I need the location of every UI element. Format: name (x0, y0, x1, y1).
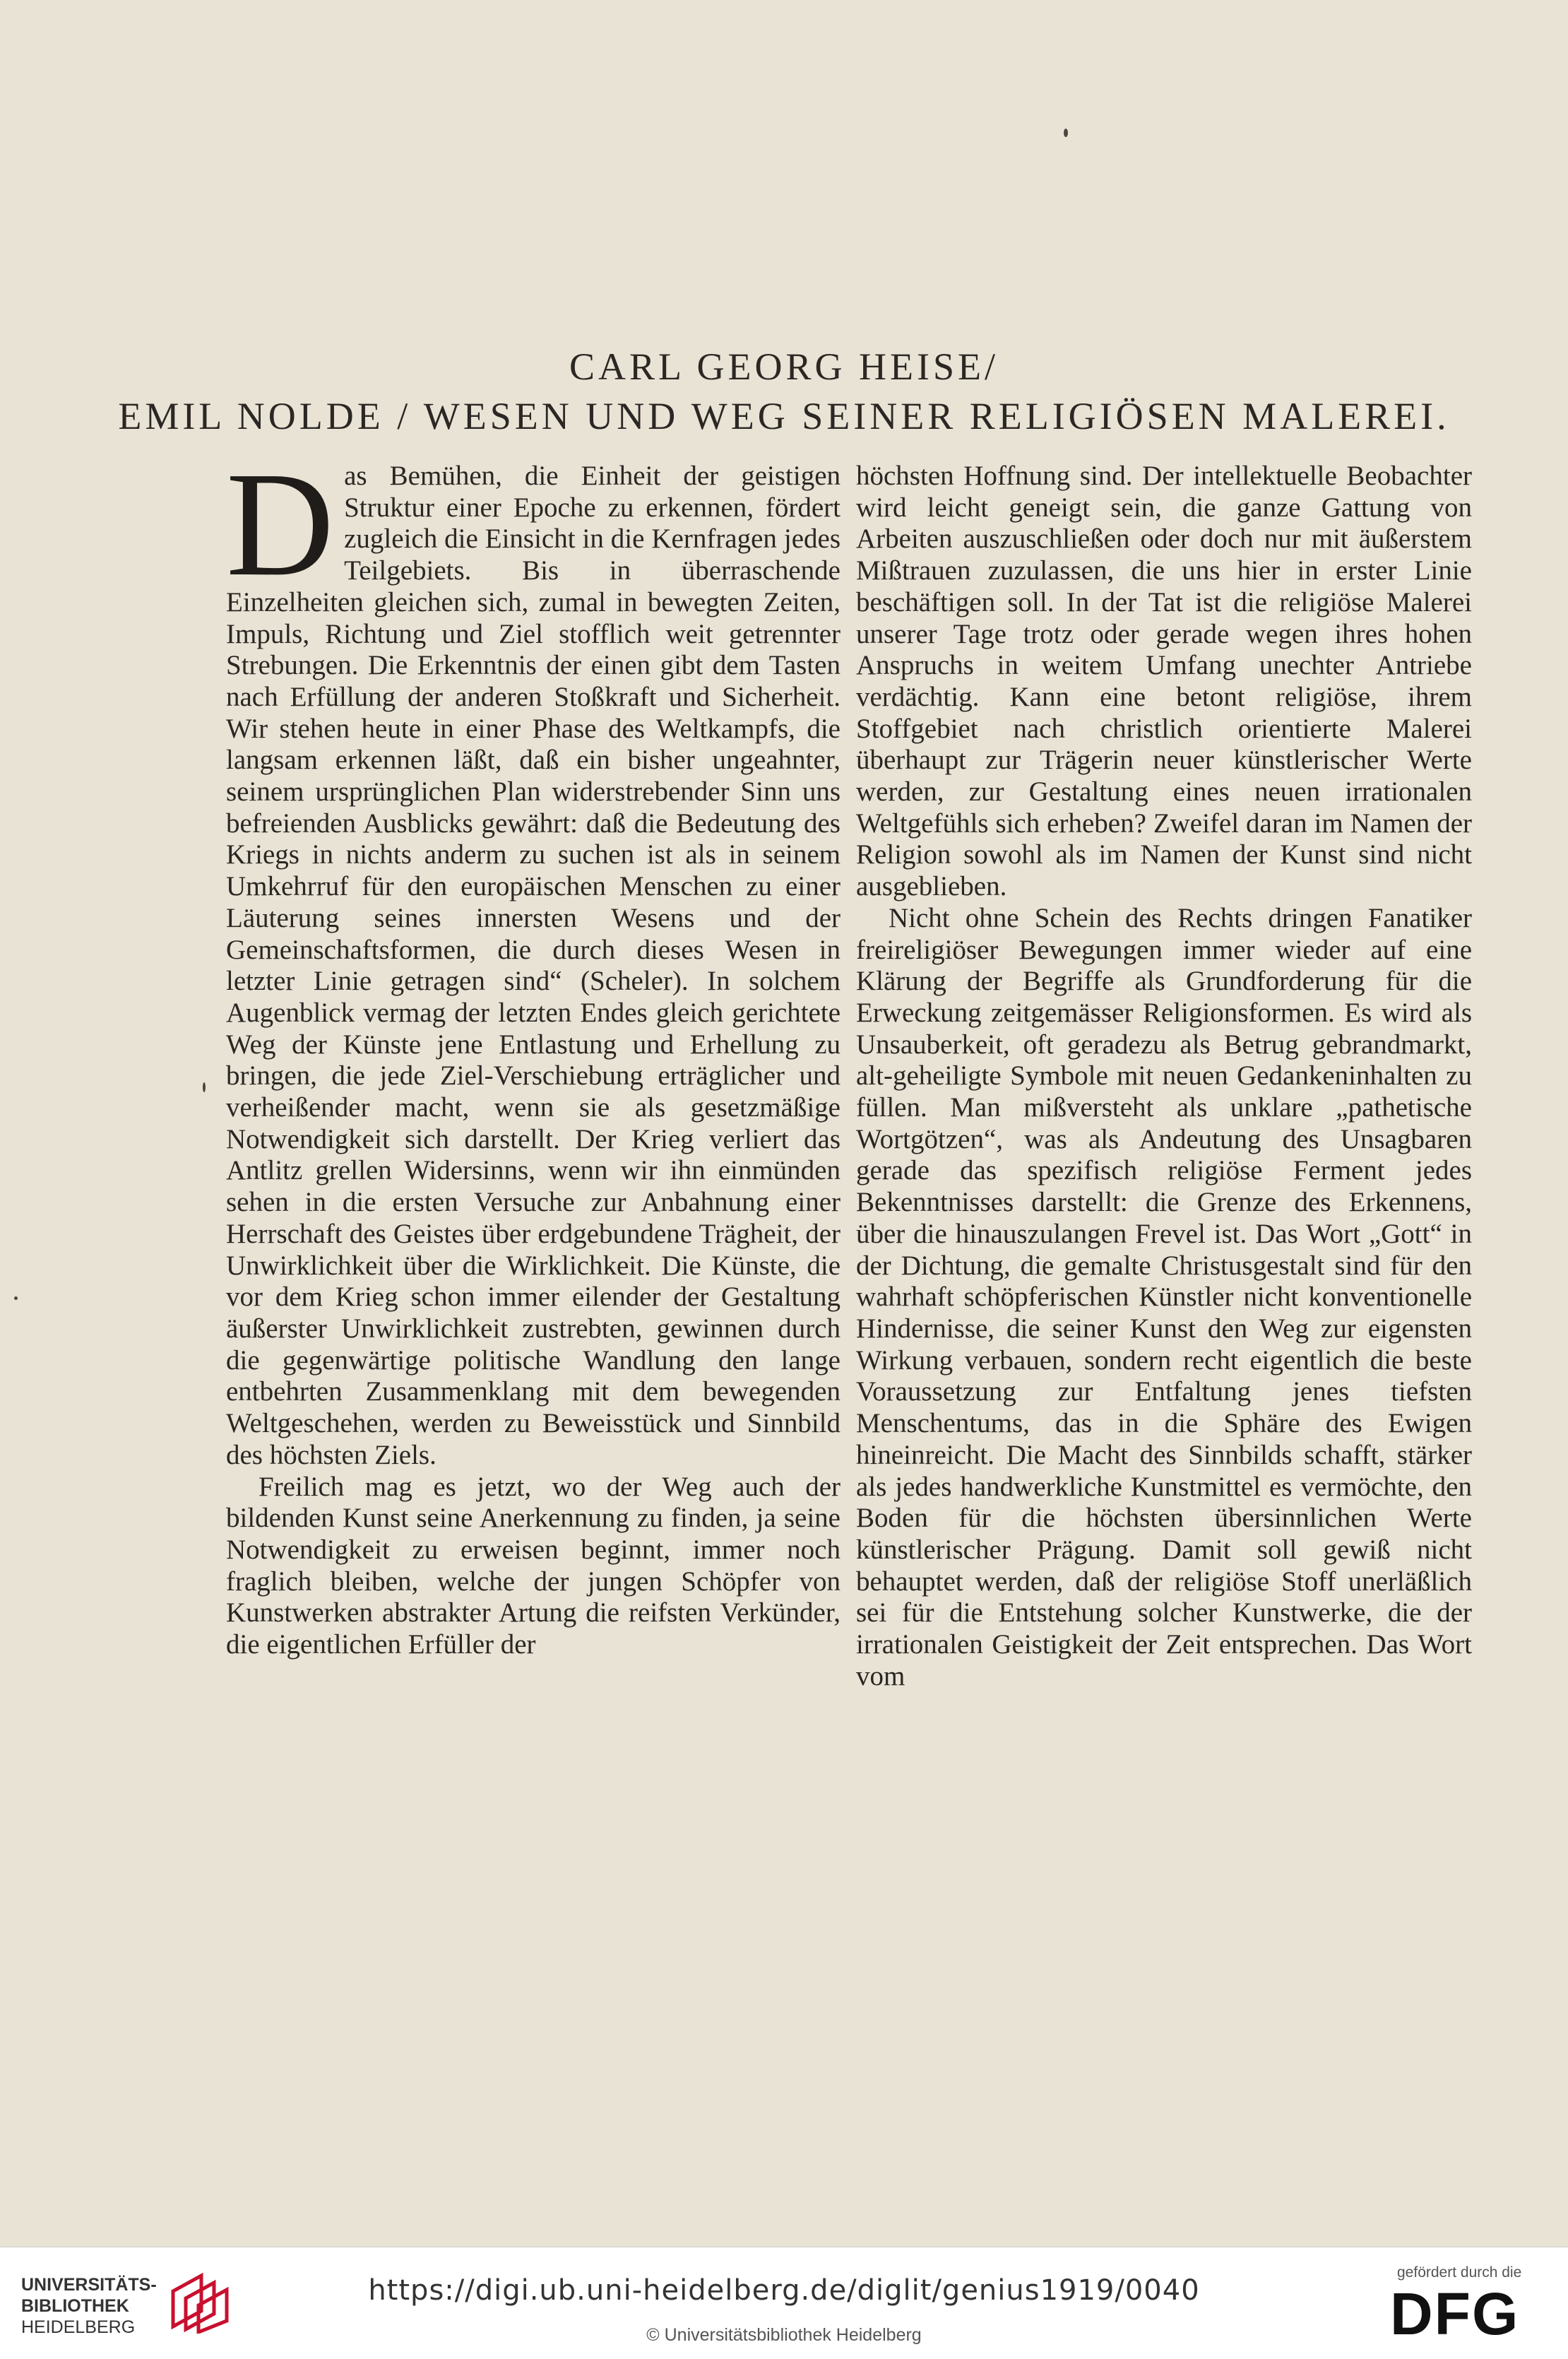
footer-bar (0, 2247, 1568, 2359)
paragraph: Freilich mag es jetzt, wo der Weg auch der bildenden Kunst seine Anerkennung zu finden, ja seine Notwendigkeit zu erweisen beginnt, immer noch fraglich bleiben, welche der jungen Schöpfer von Kunstwerken abstrakter Artung die reifsten Verkünder, die eigentlichen Erfüller der (226, 1471, 841, 1660)
paper-speck (1064, 129, 1068, 137)
library-name-line: UNIVERSITÄTS- (21, 2275, 157, 2295)
paragraph: höchsten Hoffnung sind. Der intellektuelle Beobachter wird leicht geneigt sein, die ganze Gattung von Arbeiten auszuschließen oder doch nur mit äußerstem Mißtrauen zuzulassen, die uns hier in erster Linie beschäftigen soll. In der Tat ist die religiöse Malerei unserer Tage trotz oder gerade wegen ihres hohen Anspruchs in weitem Umfang unechter Antriebe verdächtig. Kann eine betont religiöse, ihrem Stoffgebiet nach christlich orientierte Malerei überhaupt zur Trägerin neuer künstlerischer Werte werden, zur Gestaltung eines neuen irrationalen Weltgefühls sich erheben? Zweifel daran im Namen der Religion sowohl als im Namen der Kunst sind nicht ausgeblieben. (856, 461, 1472, 902)
copyright-notice: © Universitätsbibliothek Heidelberg (646, 2325, 922, 2345)
article-title: EMIL NOLDE / WESEN UND WEG SEINER RELIGIÖSEN MALEREI. (118, 395, 1450, 437)
funded-by-label: gefördert durch die (1397, 2264, 1522, 2281)
dfg-logo[interactable]: DFG (1390, 2281, 1520, 2347)
text-column-left (226, 441, 841, 1661)
drop-cap-initial: D (226, 441, 335, 607)
library-name-line: BIBLIOTHEK (21, 2296, 129, 2316)
paragraph-text: as Bemühen, die Einheit der geistigen Struktur einer Epoche zu erkennen, fördert zugleich die Einsicht in die Kernfragen jedes Teilgebiets. Bis in überraschende Einzelheiten gleichen sich, zumal in bewegten Zeiten, Impuls, Richtung und Ziel stofflich weit getrennter Strebungen. Die Erkenntnis der einen gibt dem Tasten nach Erfüllung der anderen Stoßkraft und Sicherheit. Wir stehen heute in einer Phase des Weltkampfs, die langsam erkennen läßt, daß ein bisher ungeahnter, seinem ursprünglichen Plan widerstrebender Sinn uns befreienden Ausblicks gewährt: daß die Bedeutung des Kriegs in nichts anderm zu suchen ist als in seinem Umkehrruf für den europäischen Menschen zu einer Läuterung seines innersten Wesens und der Gemeinschaftsformen, die durch dieses Wesen in letzter Linie getragen sind“ (Scheler). In solchem Augenblick vermag der letzten Endes gleich gerichtete Weg der Künste jene Entlastung und Erhellung zu bringen, die jede Ziel-Verschiebung erträglicher und verheißender macht, wenn sie als gesetzmäßige Notwendigkeit sich darstellt. Der Krieg verliert das Antlitz grellen Widersinns, wenn wir ihn einmünden sehen in die ersten Versuche zur Anbahnung einer Herrschaft des Geistes über erdgebundene Trägheit, der Unwirklichkeit über die Wirklichkeit. Die Künste, die vor dem Krieg schon immer eilender der Gestaltung äußerster Unwirklichkeit zustrebten, gewinnen durch die gegenwärtige politische Wandlung den lange entbehrten Zusammenklang mit dem bewegenden Weltgeschehen, werden zu Beweisstück und Sinnbild des höchsten Ziels. (226, 461, 841, 1470)
paragraph (226, 441, 841, 1472)
paragraph: Nicht ohne Schein des Rechts dringen Fanatiker freireligiöser Bewegungen immer wieder auf eine Klärung der Begriffe als Grundforderung für die Erweckung zeitgemässer Religionsformen. Es wird als Unsauberkeit, oft geradezu als Betrug gebrandmarkt, alt-geheiligte Symbole mit neuen Gedankeninhalten zu füllen. Man mißversteht als unklare „pathetische Wortgötzen“, was als Andeutung des Unsagbaren gerade das spezifisch religiöse Ferment jedes Bekenntnisses darstellt: die Grenze des Erkennens, über die hinauszulangen Frevel ist. Das Wort „Gott“ in der Dichtung, die gemalte Christusgestalt sind für den wahrhaft schöpferischen Künstler nicht konventionelle Hindernisse, die seiner Kunst den Weg zur eigensten Wirkung verbauen, sondern recht eigentlich die beste Voraussetzung zur Entfaltung jenes tiefsten Menschentums, das in die Sphäre des Ewigen hineinreicht. Die Macht des Sinnbilds schafft, stärker als jedes handwerkliche Kunstmittel es vermöchte, den Boden für die höchsten übersinnlichen Werte künstlerischer Prägung. Damit soll gewiß nicht behauptet werden, daß der religiöse Stoff unerläßlich sei für die Entstehung solcher Kunstwerke, die der irrationalen Geistigkeit der Zeit entsprechen. Das Wort vom (856, 902, 1472, 1691)
permalink-url[interactable]: https://digi.ub.uni-heidelberg.de/diglit/genius1919/0040 (368, 2274, 1200, 2307)
paper-speck (14, 1296, 18, 1300)
article-author: CARL GEORG HEISE/ (569, 345, 999, 388)
paper-speck (203, 1082, 206, 1092)
text-column-right (856, 461, 1472, 1692)
library-name-line: HEIDELBERG (21, 2317, 136, 2337)
